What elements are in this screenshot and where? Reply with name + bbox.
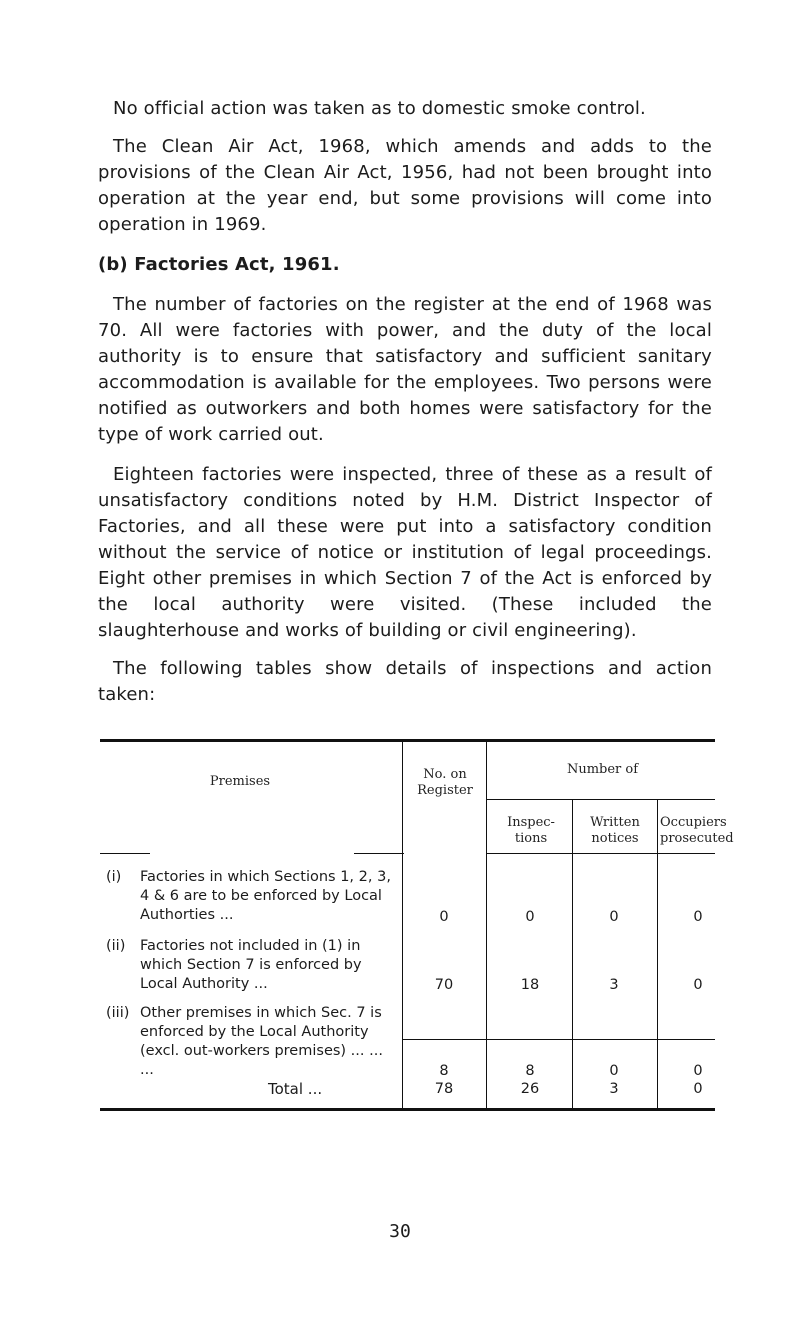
- cell-occupiers: 0: [693, 909, 703, 925]
- cell-written: 0: [609, 909, 619, 925]
- header-premises: Premises: [209, 774, 271, 789]
- header-number-of: Number of: [566, 762, 639, 777]
- total-label: Total ...: [268, 1080, 323, 1098]
- total-register: 78: [434, 1081, 454, 1097]
- body-text: [98, 96, 712, 708]
- row-text: Factories not included in (1) in which Section 7 is enforced by Local Authority ...: [140, 938, 362, 992]
- cell-register: 8: [439, 1063, 449, 1079]
- cell-occupiers: 0: [693, 1063, 703, 1079]
- cell-inspections: 0: [525, 909, 535, 925]
- paragraph-smoke-control: No official action was taken as to domestic smoke control.: [113, 98, 646, 119]
- cell-occupiers: 0: [693, 977, 703, 993]
- total-row: [100, 739, 734, 1105]
- row-text: Other premises in which Sec. 7 is enforced by the Local Authority (excl. out-workers premises) ... ... ...: [140, 1005, 383, 1078]
- header-register: No. on Register: [417, 767, 473, 798]
- paragraph-inspections: Eighteen factories were inspected, three of these as a result of unsatisfactory conditions noted by H.M. District Inspector of Factories, and all these were put into a satisfactory condition without the service of notice or institution of legal proceedings. Eight other premises in which Section 7 of the Act is enforced by the local authority were visited. (These included the slaughterhouse and works of building or civil engineering).: [98, 464, 712, 641]
- cell-inspections: 18: [520, 977, 540, 993]
- row-number: (i): [106, 869, 122, 885]
- total-inspections: 26: [520, 1081, 540, 1097]
- row-number: (ii): [106, 938, 126, 954]
- total-occupiers: 0: [693, 1081, 703, 1097]
- cell-written: 0: [609, 1063, 619, 1079]
- header-written-notices: Written notices: [590, 815, 640, 846]
- row-number: (iii): [106, 1005, 130, 1021]
- paragraph-clean-air-act: The Clean Air Act, 1968, which amends and adds to the provisions of the Clean Air Act, 1956, had not been brought into operation at the year end, but some provisions will come into operation in 1969.: [98, 136, 712, 235]
- header-occupiers-prosecuted: Occupiers prosecuted: [660, 815, 734, 846]
- paragraph-factories-register: The number of factories on the register at the end of 1968 was 70. All were factories with power, and the duty of the local authority is to ensure that satisfactory and sufficient sanitary accommodation is available for the employees. Two persons were notified as outworkers and both homes were satisfactory for the type of work carried out.: [98, 294, 712, 445]
- total-written: 3: [609, 1081, 619, 1097]
- page-number: 30: [389, 1221, 411, 1242]
- section-heading: (b) Factories Act, 1961.: [98, 254, 340, 275]
- cell-register: 70: [434, 977, 454, 993]
- cell-register: 0: [439, 909, 449, 925]
- header-inspections: Inspec- tions: [507, 815, 555, 846]
- cell-written: 3: [609, 977, 619, 993]
- row-text: Factories in which Sections 1, 2, 3, 4 & 6 are to be enforced by Local Authorties ...: [140, 869, 391, 923]
- cell-inspections: 8: [525, 1063, 535, 1079]
- paragraph-tables-intro: The following tables show details of inspections and action taken:: [98, 658, 712, 705]
